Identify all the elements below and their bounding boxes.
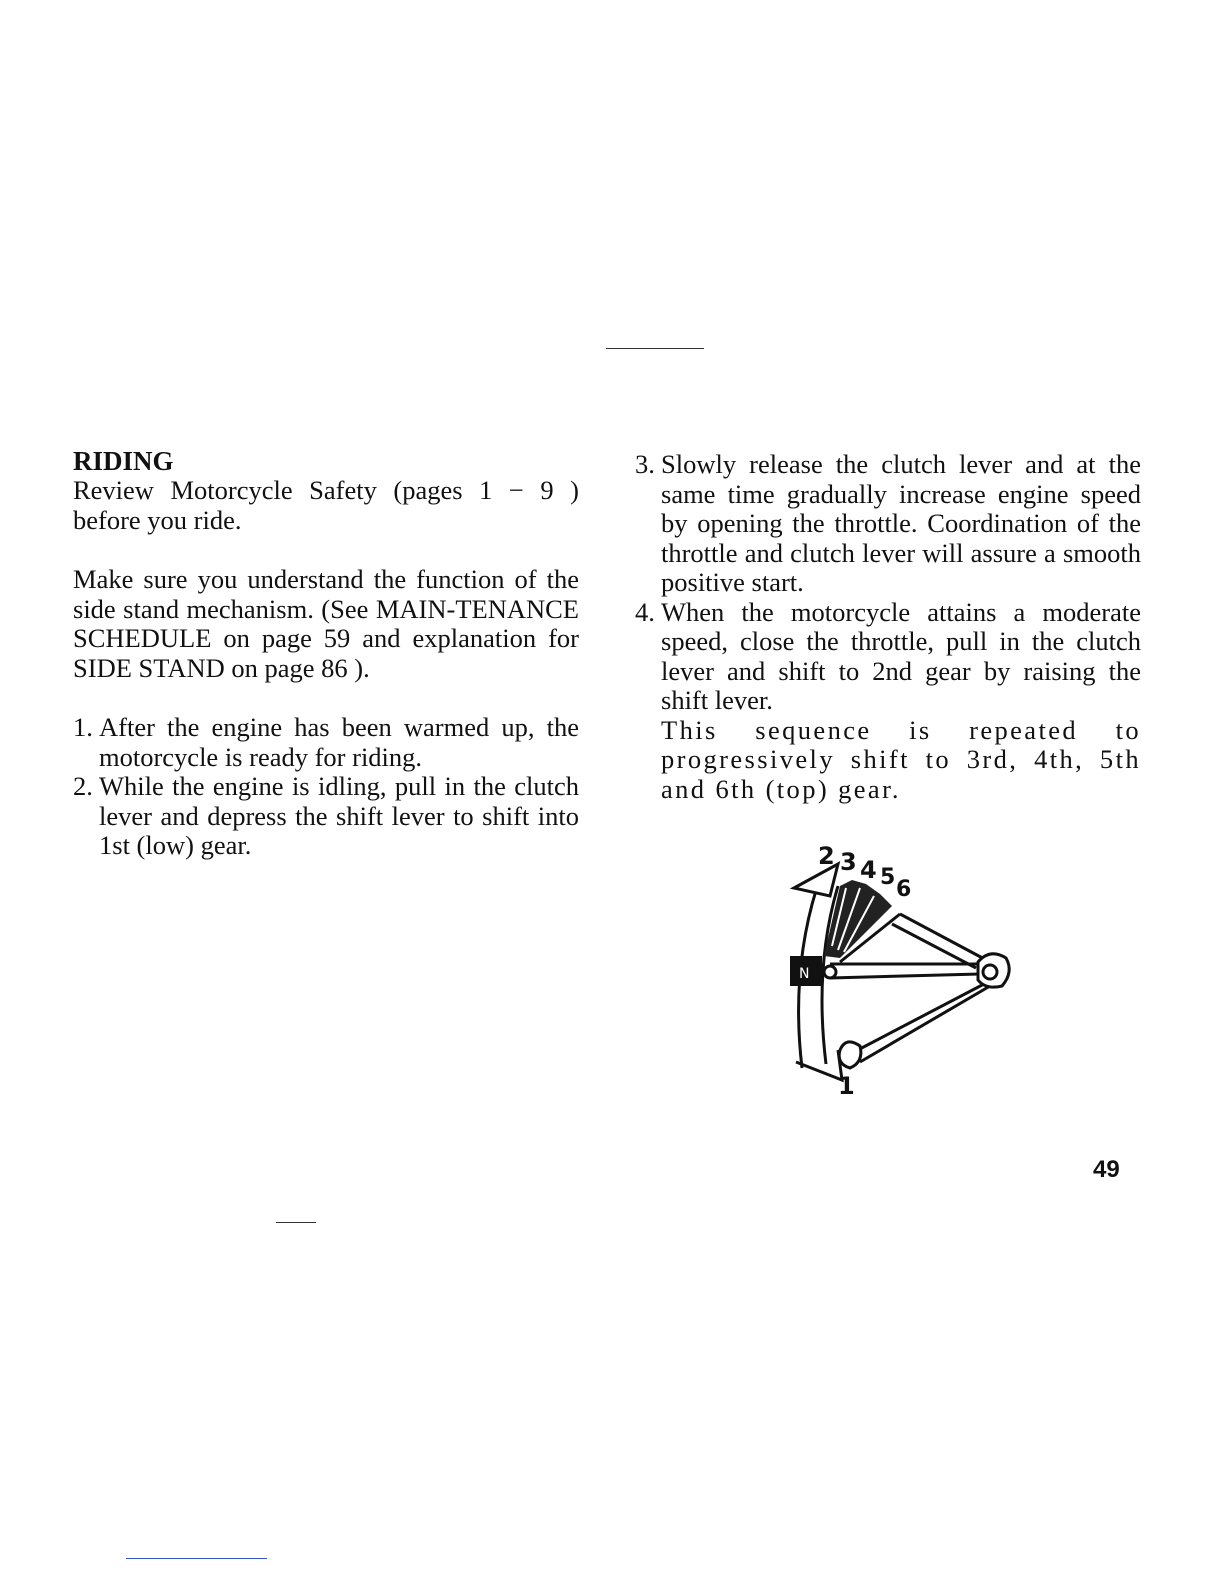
step-4 — [635, 598, 1141, 716]
top-rule — [606, 348, 704, 349]
step-3-text: Slowly release the clutch lever and at the same time gradually increase engine speed by opening the throttle. Coordination of the throttle and clutch lever will assure a smooth positive start. — [661, 449, 1141, 597]
neutral-mark: N — [799, 966, 810, 982]
section-heading: RIDING — [73, 446, 174, 476]
pivot-small — [824, 966, 836, 978]
left-column — [73, 446, 579, 861]
page-number: 49 — [1093, 1156, 1120, 1183]
gear-shift-diagram — [780, 836, 1040, 1098]
side-stand-note: Make sure you understand the function of the side stand mechanism. (See MAIN-TENANCE SCHEDULE on page 59 and explanation for SIDE STAND on page 86 ). — [73, 564, 579, 683]
footer-rule — [126, 1558, 267, 1559]
step-2 — [73, 772, 579, 861]
gear-label-6: 6 — [896, 877, 912, 902]
gear-label-2: 2 — [818, 842, 835, 870]
lower-link — [854, 984, 990, 1062]
shift-arrow-head-bottom — [796, 1050, 842, 1080]
gear-label-5: 5 — [880, 865, 896, 890]
gear-label-4: 4 — [860, 856, 877, 884]
step-2-text: While the engine is idling, pull in the clutch lever and depress the shift lever to shift into 1st (low) gear. — [99, 771, 579, 860]
upper-link — [900, 914, 990, 962]
step-1-number: 1. — [73, 712, 93, 742]
middle-link — [830, 964, 980, 978]
gear-label-1: 1 — [838, 1072, 855, 1098]
step-3-number: 3. — [635, 449, 655, 479]
step-4-number: 4. — [635, 596, 655, 627]
step-1 — [73, 713, 579, 772]
pivot-hole — [983, 965, 997, 979]
step-3 — [635, 450, 1141, 598]
gear-label-3: 3 — [840, 848, 857, 876]
step-2-number: 2. — [73, 771, 93, 801]
intro-paragraph: Review Motorcycle Safety (pages 1 − 9 ) before you ride. — [73, 475, 579, 535]
lower-arm — [839, 1042, 861, 1068]
step-4-text: When the motorcycle attains a moderate speed, close the throttle, pull in the clutch lever and shift to 2nd gear by raising the shift lever. — [661, 596, 1141, 715]
step-4-continuation: This sequence is repeated to progressively shift to 3rd, 4th, 5th and 6th (top) gear. — [661, 714, 1141, 804]
right-column — [635, 450, 1141, 804]
step-1-text: After the engine has been warmed up, the motorcycle is ready for riding. — [99, 712, 579, 772]
bottom-rule — [276, 1222, 316, 1223]
